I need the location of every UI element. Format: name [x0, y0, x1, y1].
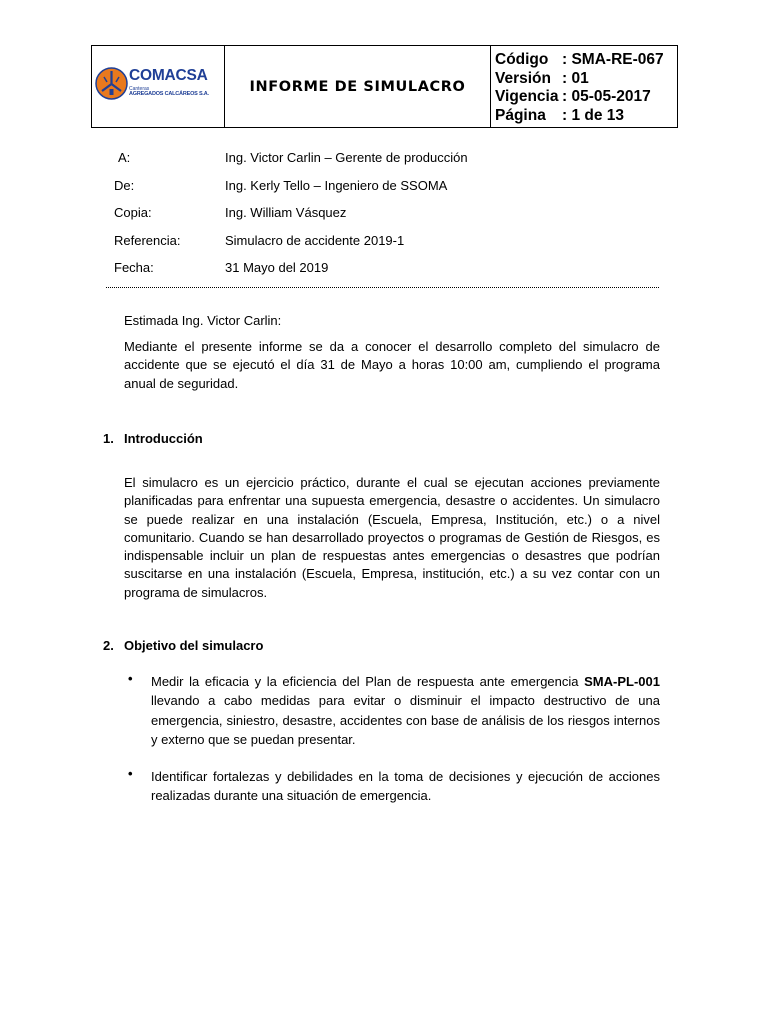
meta-value: : SMA-RE-067	[562, 51, 664, 68]
meta-key: Vigencia	[495, 88, 559, 105]
comacsa-logo-icon	[95, 67, 128, 100]
meta-row-code	[495, 51, 677, 70]
section-heading-introduction	[103, 431, 203, 446]
memo-key: De:	[114, 177, 135, 193]
dotted-divider	[106, 287, 659, 289]
memo-key: Copia:	[114, 205, 152, 220]
memo-key: A:	[118, 150, 131, 165]
memo-row-copy	[114, 205, 468, 233]
memo-value: Ing. Victor Carlin – Gerente de producción	[225, 150, 468, 165]
bullet-code: SMA-PL-001	[584, 674, 660, 689]
meta-row-validity	[495, 88, 677, 107]
memo-row-reference	[114, 233, 468, 261]
memo-value: Ing. William Vásquez	[225, 205, 347, 220]
introduction-body: El simulacro es un ejercicio práctico, durante el cual se ejecutan acciones previamente planificadas para enfrentar una supuesta emergencia, desastre o accidentes. Un simulacro se puede realizar en una instalación (Escuela, Empresa, Institución, etc.) o a nivel comunitario. Cuando se han desarrollado proyectos o programas de Gestión de Riesgos, es indispensable incluir un plan de respuestas antes emergencias o desastres que podrían suscitarse en una instalación (Escuela, Empresa, institución, etc.) a su vez contar con un programa de simulacros.	[124, 475, 660, 600]
memo-key: Fecha:	[114, 260, 154, 275]
meta-key: Página	[495, 106, 546, 124]
logo-subtitle-2: AGREGADOS CALCÁREOS S.A.	[129, 91, 209, 97]
memo-key: Referencia:	[114, 232, 181, 248]
section-title: Objetivo del simulacro	[124, 638, 264, 653]
objective-bullet-1	[151, 672, 660, 750]
bullet-text: Identificar fortalezas y debilidades en la toma de decisiones y ejecución de acciones realizadas durante una situación de emergencia.	[151, 769, 660, 804]
bullet-icon: •	[128, 671, 133, 686]
logo-cell	[92, 46, 225, 127]
meta-value: : 05-05-2017	[562, 88, 651, 105]
meta-row-page	[495, 107, 677, 126]
document-header	[91, 45, 678, 128]
meta-key: Versión	[495, 69, 551, 87]
salutation: Estimada Ing. Victor Carlin:	[124, 313, 282, 328]
logo-name: COMACSA	[129, 67, 208, 84]
meta-value: : 1 de 13	[562, 106, 625, 124]
memo-value: Ing. Kerly Tello – Ingeniero de SSOMA	[225, 177, 448, 193]
memo-row-date	[114, 260, 468, 288]
intro-paragraph: Mediante el presente informe se da a conocer el desarrollo completo del simulacro de accidente que se ejecutó el día 31 de Mayo a horas 10:00 am, cumpliendo el programa anual de seguridad.	[124, 339, 660, 391]
meta-value: : 01	[562, 69, 589, 87]
memo-value: 31 Mayo del 2019	[225, 260, 329, 275]
objective-bullet-2	[151, 767, 660, 806]
memo-block	[114, 150, 468, 288]
meta-key: Código	[495, 51, 549, 68]
bullet-text: llevando a cabo medidas para evitar o disminuir el impacto destructivo de una emergencia, siniestro, desastre, accidentes con base de análisis de los riesgos internos y externo que se puedan presentar.	[151, 693, 660, 748]
memo-value: Simulacro de accidente 2019-1	[225, 232, 405, 248]
document-title: INFORME DE SIMULACRO	[225, 46, 491, 127]
document-meta	[491, 46, 677, 127]
section-title: Introducción	[124, 431, 203, 446]
bullet-text: Medir la eficacia y la eficiencia del Plan de respuesta ante emergencia	[151, 674, 585, 689]
meta-row-version	[495, 70, 677, 89]
section-number: 2.	[103, 638, 114, 653]
logo-subtitle-1: Canteras	[129, 86, 150, 92]
memo-row-to	[114, 150, 468, 178]
section-heading-objective	[103, 638, 263, 653]
memo-row-from	[114, 178, 468, 206]
bullet-icon: •	[128, 766, 133, 781]
section-number: 1.	[103, 431, 114, 446]
